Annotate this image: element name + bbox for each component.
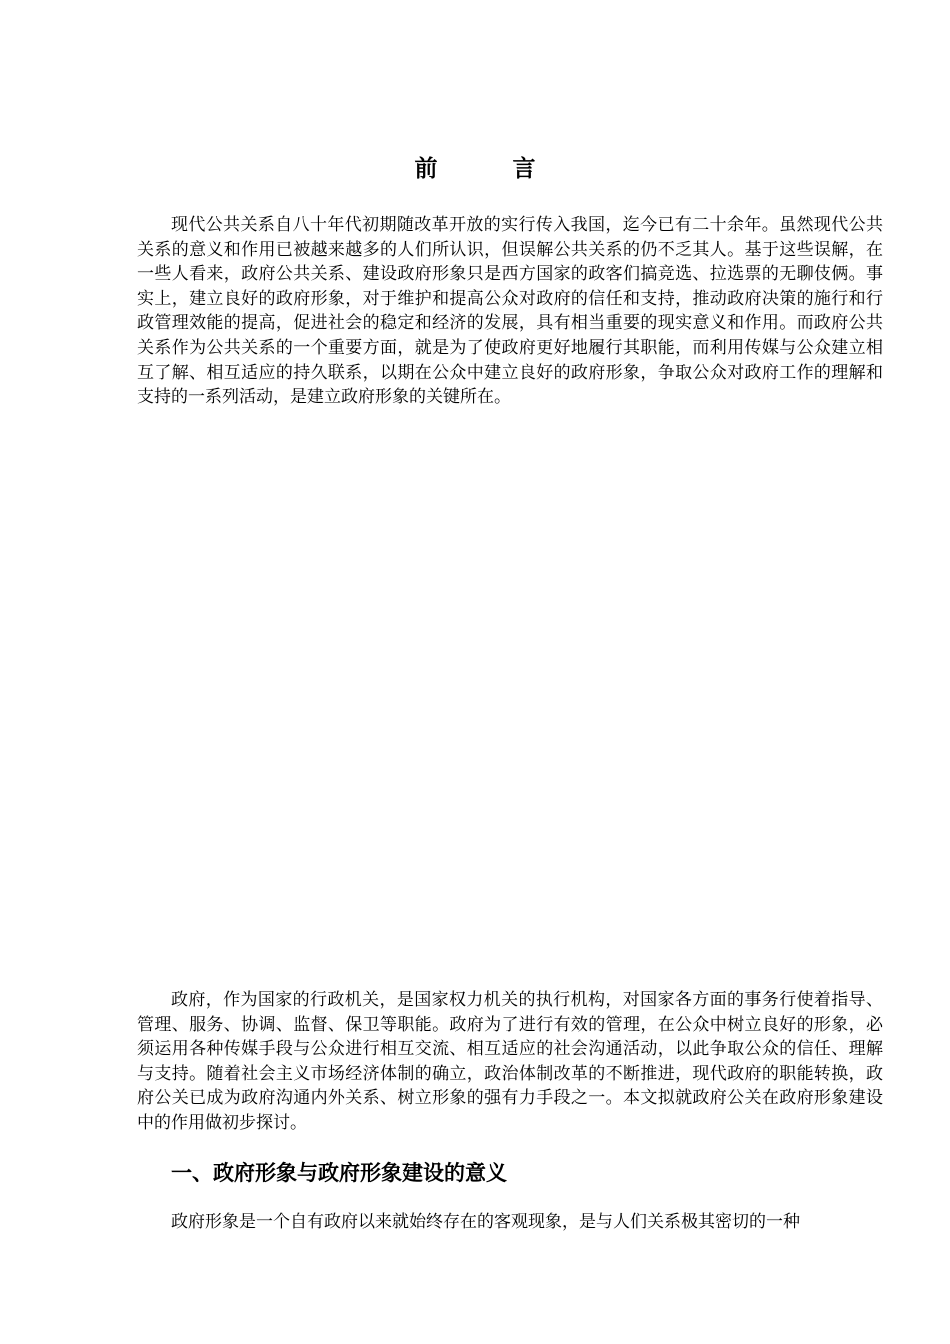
section-one-heading: 一、政府形象与政府形象建设的意义 xyxy=(171,1160,507,1185)
intro-paragraph: 现代公共关系自八十年代初期随改革开放的实行传入我国，迄今已有二十余年。虽然现代公共关系的意义和作用已被越来越多的人们所认识，但误解公共关系的仍不乏其人。基于这些误解，在一些人看来，政府公共关系、建设政府形象只是西方国家的政客们搞竞选、拉选票的无聊伎俩。事实上，建立良好的政府形象，对于维护和提高公众对政府的信任和支持，推动政府决策的施行和行政管理效能的提高，促进社会的稳定和经济的发展，具有相当重要的现实意义和作用。而政府公共关系作为公共关系的一个重要方面，就是为了使政府更好地履行其职能，而利用传媒与公众建立相互了解、相互适应的持久联系，以期在公众中建立良好的政府形象，争取公众对政府工作的理解和支持的一系列活动，是建立政府形象的关键所在。 xyxy=(137,215,883,408)
second-paragraph: 政府，作为国家的行政机关，是国家权力机关的执行机构，对国家各方面的事务行使着指导、管理、服务、协调、监督、保卫等职能。政府为了进行有效的管理，在公众中树立良好的形象，必须运用各种传媒手段与公众进行相互交流、相互适应的社会沟通活动，以此争取公众的信任、理解与支持。随着社会主义市场经济体制的确立，政治体制改革的不断推进，现代政府的职能转换，政府公关已成为政府沟通内外关系、树立形象的强有力手段之一。本文拟就政府公关在政府形象建设中的作用做初步探讨。 xyxy=(137,990,883,1133)
preface-title: 前 言 xyxy=(414,155,562,183)
section-one-paragraph: 政府形象是一个自有政府以来就始终存在的客观现象，是与人们关系极其密切的一种 xyxy=(171,1212,800,1232)
